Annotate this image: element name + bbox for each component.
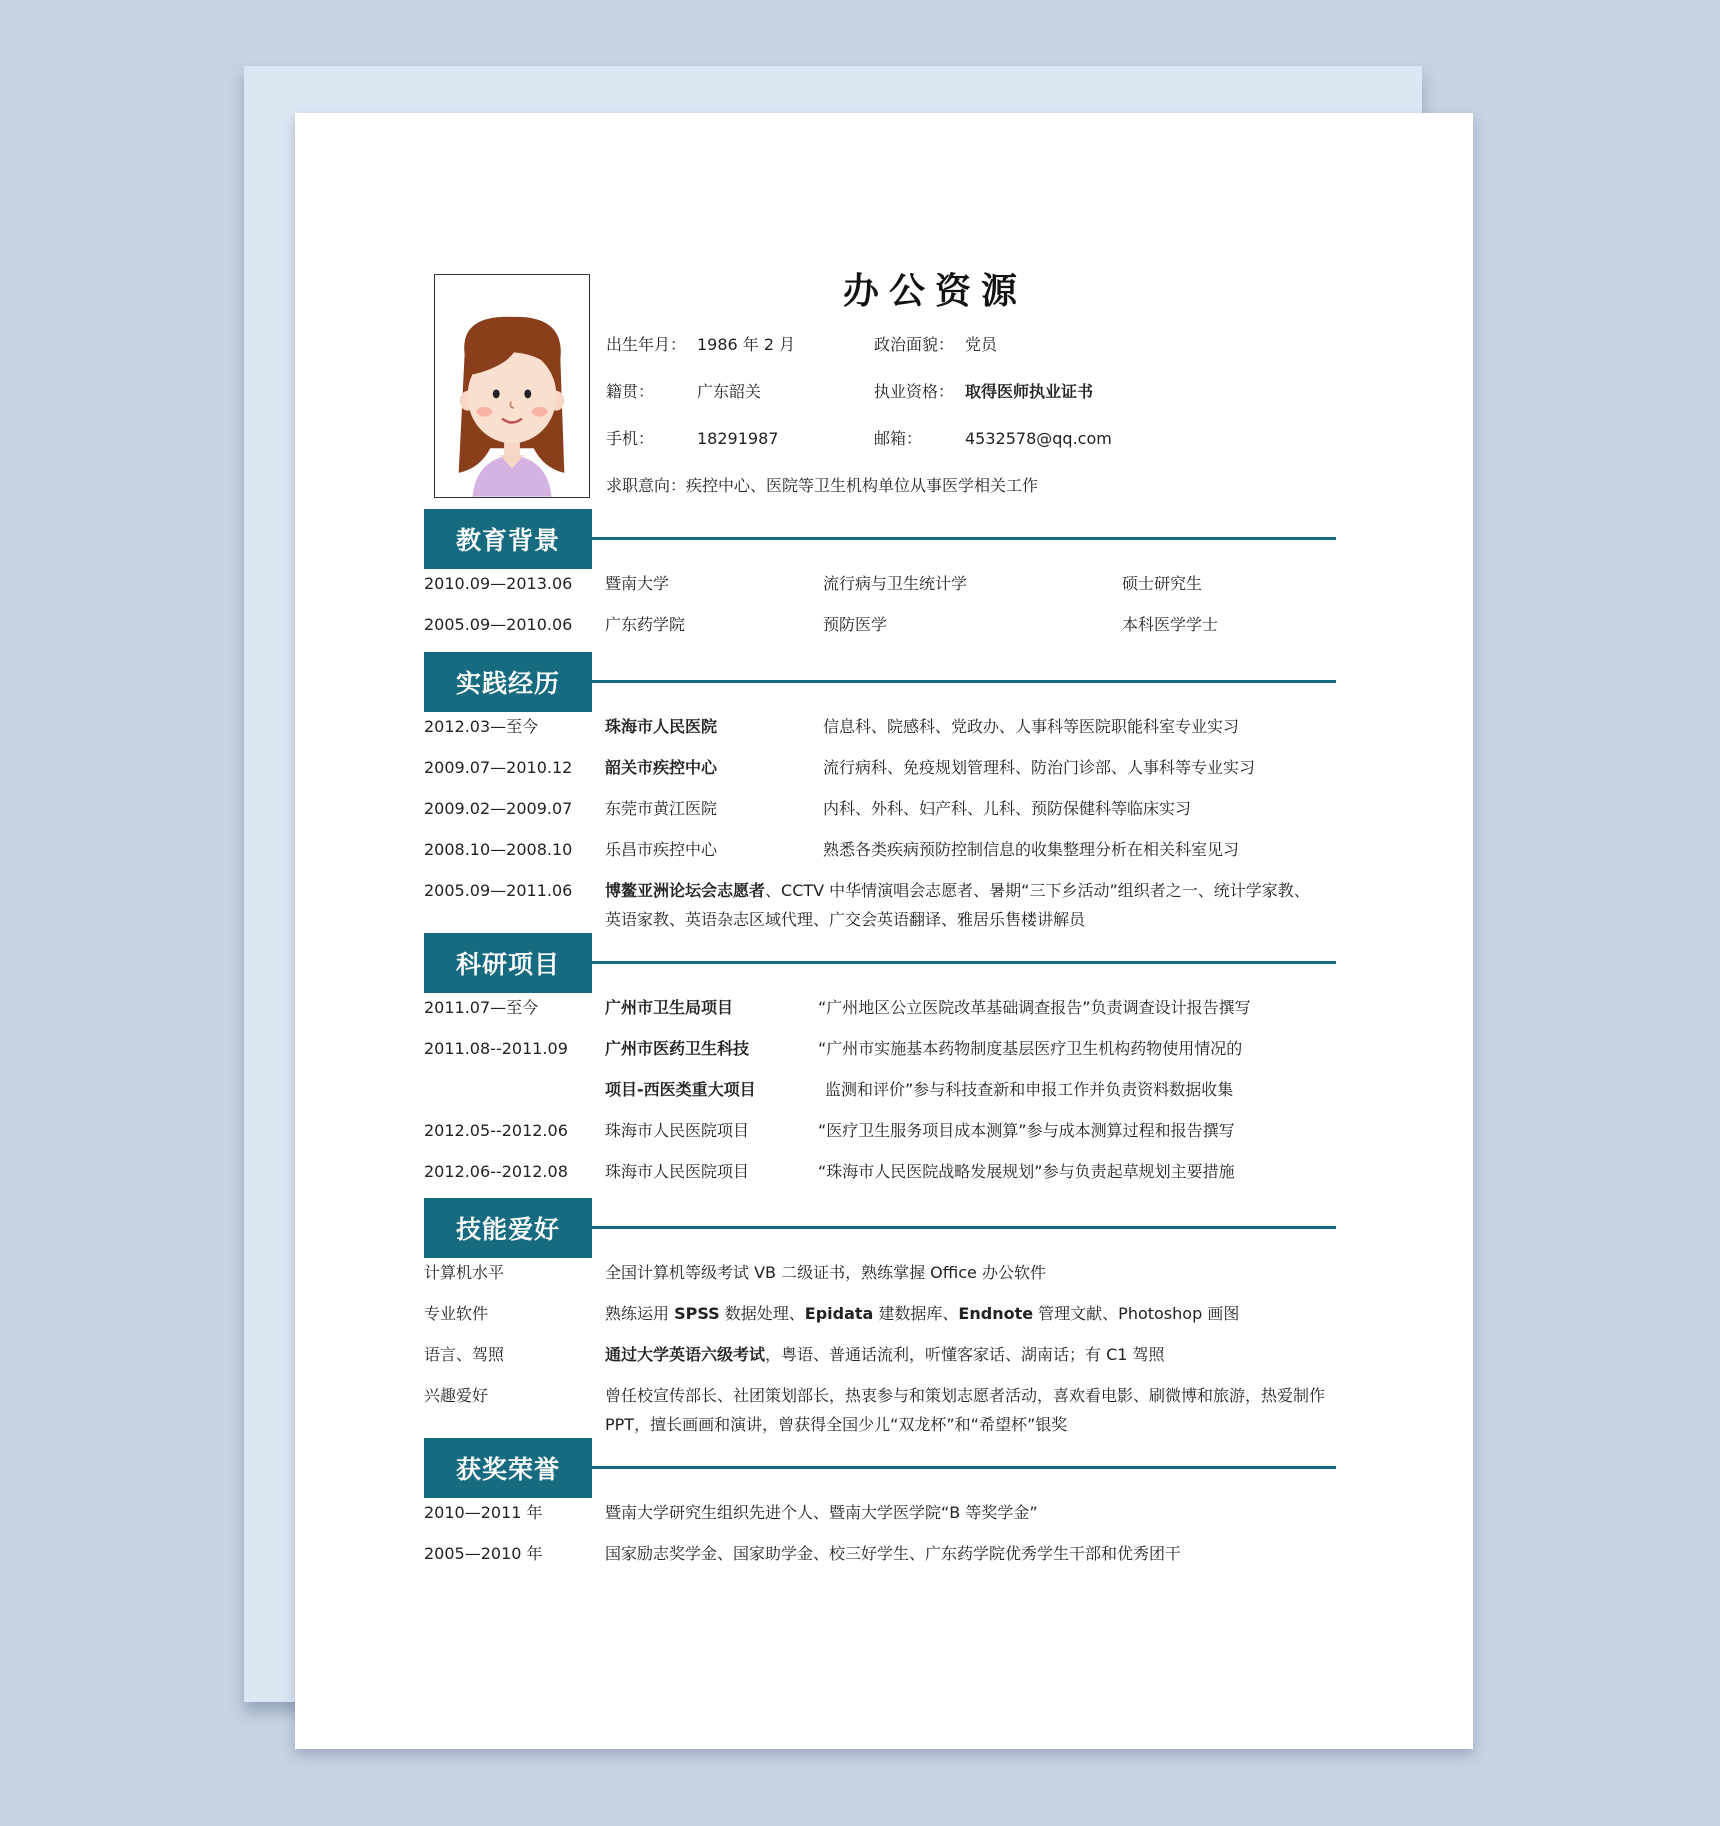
software-part: 建数据库、 (873, 1304, 959, 1323)
political-label: 政治面貌： (874, 335, 955, 354)
research-org: 广州市医药卫生科技 (605, 1039, 750, 1058)
email-value: 4532578@qq.com (965, 429, 1112, 448)
job-objective: 求职意向：疾控中心、医院等卫生机构单位从事医学相关工作 (606, 476, 1039, 495)
edu-school: 广东药学院 (605, 615, 686, 634)
research-org: 珠海市人民医院项目 (605, 1162, 750, 1181)
research-org: 广州市卫生局项目 (605, 998, 734, 1017)
email-label: 邮箱： (874, 429, 923, 448)
section-title-skills: 技能爱好 (424, 1198, 592, 1258)
practice-org: 乐昌市疾控中心 (605, 840, 718, 859)
volunteer-text: 、CCTV 中华情演唱会志愿者、暑期“三下乡活动”组织者之一、统计学家教、 (765, 881, 1310, 900)
award-text: 暨南大学研究生组织先进个人、暨南大学医学院“B 等奖学金” (605, 1503, 1038, 1522)
practice-desc: 熟悉各类疾病预防控制信息的收集整理分析在相关科室见习 (823, 840, 1240, 859)
research-date: 2012.05--2012.06 (424, 1121, 568, 1140)
practice-org: 东莞市黄江医院 (605, 799, 718, 818)
practice-desc: 流行病科、免疫规划管理科、防治门诊部、人事科等专业实习 (823, 758, 1256, 777)
resume-page (295, 113, 1473, 1749)
skill-label: 兴趣爱好 (424, 1386, 489, 1405)
section-title-awards: 获奖荣誉 (424, 1438, 592, 1498)
edu-degree: 硕士研究生 (1122, 574, 1203, 593)
section-title-research: 科研项目 (424, 933, 592, 993)
section-divider (592, 537, 1336, 540)
skill-label: 专业软件 (424, 1304, 489, 1323)
section-divider (592, 961, 1336, 964)
skill-text: 全国计算机等级考试 VB 二级证书，熟练掌握 Office 办公软件 (605, 1263, 1046, 1282)
hometown-label: 籍贯： (606, 382, 655, 401)
political-value: 党员 (965, 335, 998, 354)
practice-date: 2008.10—2008.10 (424, 840, 573, 859)
practice-desc: 信息科、院感科、党政办、人事科等医院职能科室专业实习 (823, 717, 1240, 736)
award-date: 2010—2011 年 (424, 1503, 543, 1522)
volunteer-date: 2005.09—2011.06 (424, 881, 573, 900)
software-spss: SPSS (674, 1304, 720, 1323)
software-part: 管理文献、Photoshop 画图 (1033, 1304, 1240, 1323)
volunteer-highlight: 博鳌亚洲论坛会志愿者 (605, 881, 766, 900)
research-date: 2011.07—至今 (424, 998, 539, 1017)
software-endnote: Endnote (958, 1304, 1034, 1323)
skill-label: 计算机水平 (424, 1263, 505, 1282)
hobby-line-1: 曾任校宣传部长、社团策划部长，热衷参与和策划志愿者活动，喜欢看电影、刷微博和旅游，热爱制作 (605, 1386, 1326, 1405)
practice-date: 2009.07—2010.12 (424, 758, 573, 777)
section-title-practice: 实践经历 (424, 652, 592, 712)
practice-date: 2009.02—2009.07 (424, 799, 573, 818)
practice-org: 韶关市疾控中心 (605, 758, 718, 777)
skill-label: 语言、驾照 (424, 1345, 505, 1364)
section-divider (592, 1466, 1336, 1469)
edu-date: 2010.09—2013.06 (424, 574, 573, 593)
research-desc: “珠海市人民医院战略发展规划”参与负责起草规划主要措施 (818, 1162, 1235, 1181)
edu-degree: 本科医学学士 (1122, 615, 1219, 634)
research-desc: “医疗卫生服务项目成本测算”参与成本测算过程和报告撰写 (818, 1121, 1235, 1140)
section-divider (592, 1226, 1336, 1229)
birth-value: 1986 年 2 月 (697, 335, 796, 354)
phone-value: 18291987 (697, 429, 779, 448)
practice-org: 珠海市人民医院 (605, 717, 718, 736)
research-desc: “广州市实施基本药物制度基层医疗卫生机构药物使用情况的 (818, 1039, 1243, 1058)
hometown-value: 广东韶关 (697, 382, 762, 401)
research-date: 2011.08--2011.09 (424, 1039, 568, 1058)
edu-date: 2005.09—2010.06 (424, 615, 573, 634)
edu-major: 预防医学 (823, 615, 888, 634)
cet6-highlight: 通过大学英语六级考试 (605, 1345, 766, 1364)
girl-avatar-icon (435, 275, 589, 497)
research-date: 2012.06--2012.08 (424, 1162, 568, 1181)
software-epidata: Epidata (804, 1304, 874, 1323)
software-part: 数据处理、 (719, 1304, 805, 1323)
language-detail: ，粤语、普通话流利，听懂客家话、湖南话；有 C1 驾照 (765, 1345, 1165, 1364)
avatar-photo (434, 274, 590, 498)
hobby-line-2: PPT，擅长画画和演讲，曾获得全国少儿“双龙杯”和“希望杯”银奖 (605, 1415, 1068, 1434)
research-desc: 监测和评价”参与科技查新和申报工作并负责资料数据收集 (825, 1080, 1234, 1099)
edu-school: 暨南大学 (605, 574, 670, 593)
research-org: 珠海市人民医院项目 (605, 1121, 750, 1140)
edu-major: 流行病与卫生统计学 (823, 574, 968, 593)
section-divider (592, 680, 1336, 683)
language-text (605, 1345, 1165, 1365)
practice-desc: 内科、外科、妇产科、儿科、预防保健科等临床实习 (823, 799, 1192, 818)
award-text: 国家励志奖学金、国家助学金、校三好学生、广东药学院优秀学生干部和优秀团干 (605, 1544, 1182, 1563)
software-text (605, 1304, 1239, 1324)
practice-date: 2012.03—至今 (424, 717, 539, 736)
volunteer-line-1 (605, 881, 1310, 901)
volunteer-line-2: 英语家教、英语杂志区域代理、广交会英语翻译、雅居乐售楼讲解员 (605, 910, 1086, 929)
license-value: 取得医师执业证书 (965, 382, 1094, 401)
software-part: 熟练运用 (605, 1304, 675, 1323)
birth-label: 出生年月： (606, 335, 687, 354)
research-desc: “广州地区公立医院改革基础调查报告”负责调查设计报告撰写 (818, 998, 1251, 1017)
research-org: 项目-西医类重大项目 (605, 1080, 756, 1099)
section-title-education: 教育背景 (424, 509, 592, 569)
award-date: 2005—2010 年 (424, 1544, 543, 1563)
phone-label: 手机： (606, 429, 655, 448)
resume-name: 办公资源 (842, 270, 1027, 312)
license-label: 执业资格： (874, 382, 955, 401)
